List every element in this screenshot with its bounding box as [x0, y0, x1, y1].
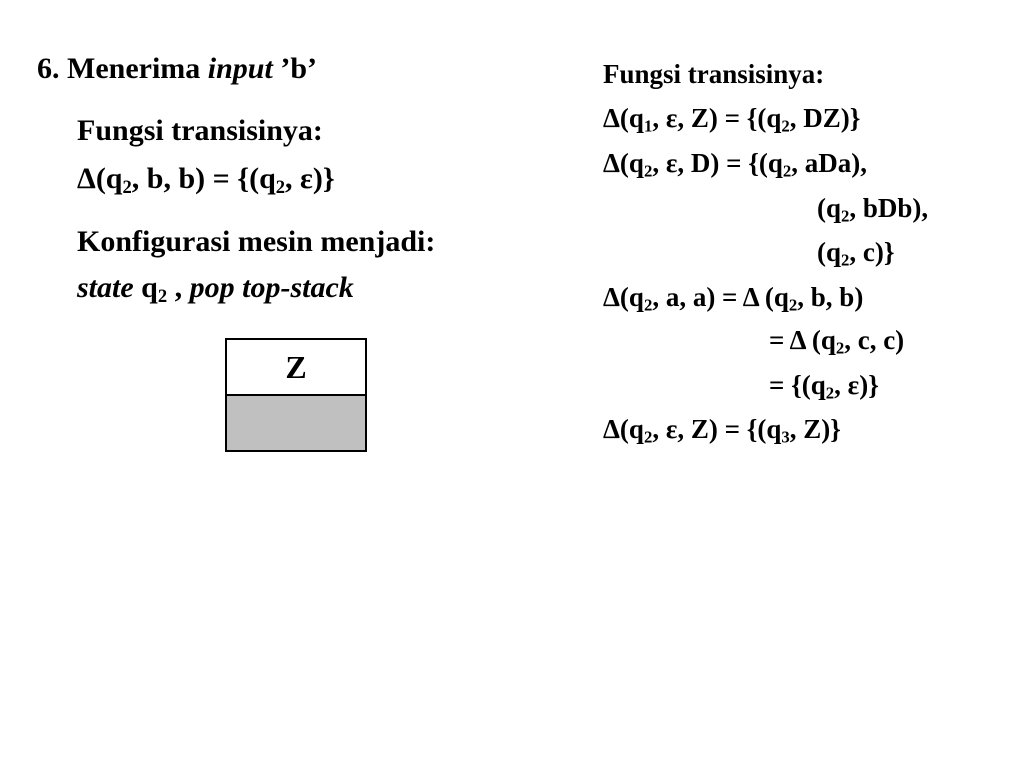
transition-title: Fungsi transisinya: [77, 114, 323, 147]
rule-line-3: ($q_2$, bDb), [817, 193, 929, 226]
stack-bottom-cell [227, 396, 365, 450]
stack-diagram [225, 338, 367, 452]
stack-top-cell [227, 340, 365, 396]
section-heading: 6. Menerima input ’b’ [37, 52, 317, 85]
rule-line-2: $\Delta(q_2$, ε, $D) = \{(q_2$, aDa), [603, 148, 867, 181]
rule-line-8: $\Delta(q_2$, ε, $Z) = \{(q_3$, Z)} [603, 414, 841, 447]
transition-equation: $\Delta(q_2$, b, $b) = \{(q_2$, ε)} [77, 162, 335, 199]
right-transition-title: Fungsi transisinya: [603, 59, 825, 89]
stack-top-symbol: Z [285, 348, 307, 385]
rule-line-1: $\Delta(q_1$, ε, $Z) = \{(q_2$, DZ)} [603, 103, 861, 136]
config-title: Konfigurasi mesin menjadi: [77, 225, 436, 258]
rule-line-4: ($q_2$, c)} [817, 237, 895, 270]
rule-line-6: = Δ ($q_2$, c, c) [769, 325, 905, 358]
config-line: state $q_2$ , pop top-stack [77, 271, 354, 308]
rule-line-5: $\Delta(q_2$, a, a) = Δ ($q_2$, b, b) [603, 282, 864, 315]
rule-line-7: = {($q_2$, ε)} [769, 370, 879, 403]
